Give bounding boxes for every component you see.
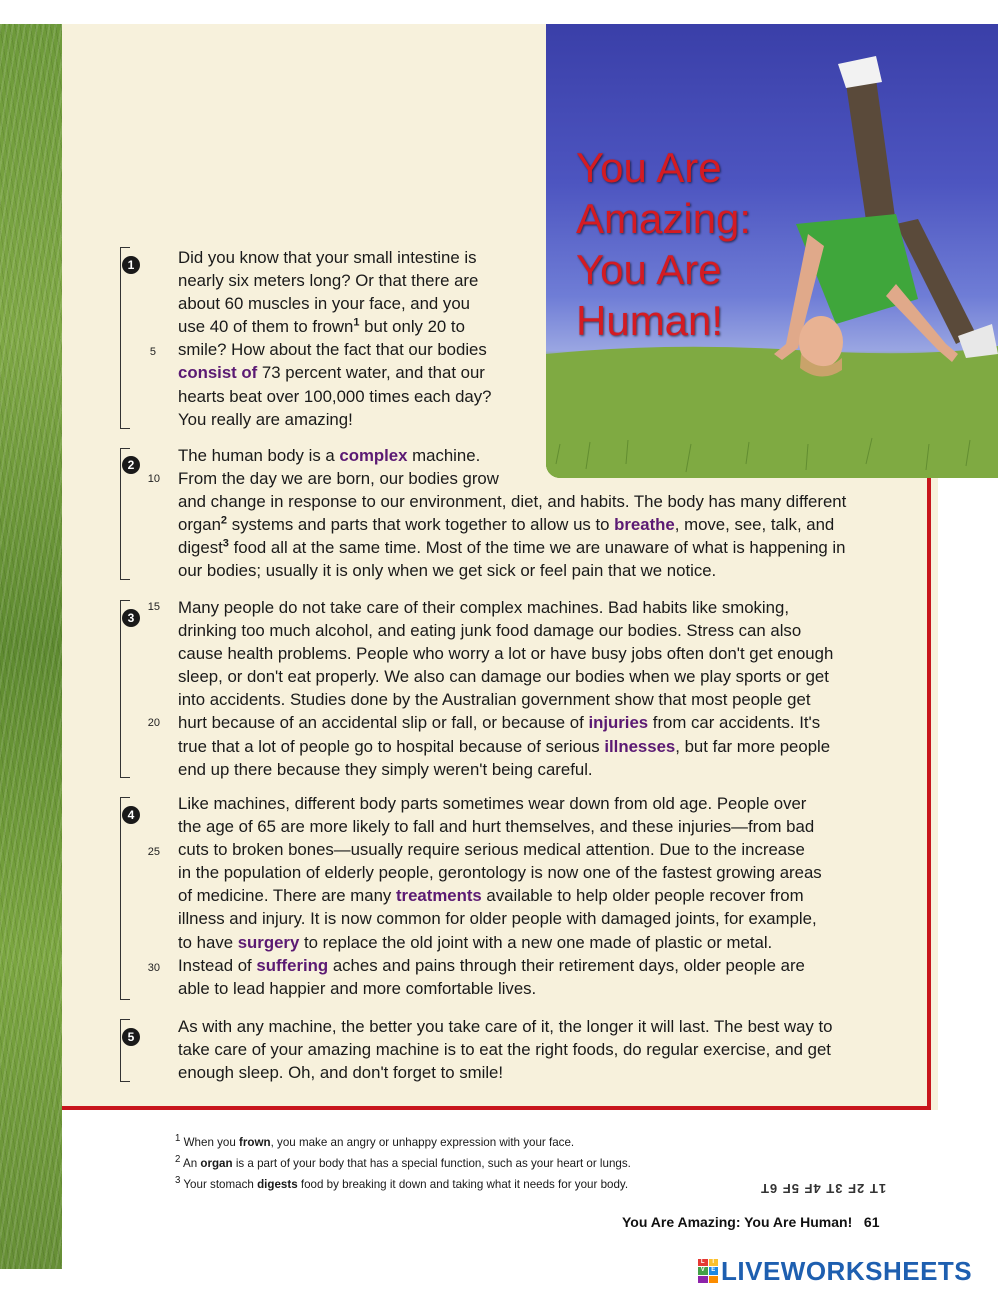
text-line: hurt because of an accidental slip or fall, or because of injuries from car accidents. It's bbox=[178, 713, 821, 733]
text-line: about 60 muscles in your face, and you bbox=[178, 294, 470, 314]
grass-border-strip bbox=[0, 24, 62, 1269]
text-line: use 40 of them to frown$^1$ but only 20 to bbox=[178, 316, 465, 337]
text-line: cause health problems. People who worry a lot or have busy jobs often don't get enough bbox=[178, 644, 834, 664]
text-line: into accidents. Studies done by the Australian government show that most people get bbox=[178, 690, 811, 710]
footnote-1: $^1$ When you frown, you make an angry or unhappy expression with your face. bbox=[175, 1133, 575, 1149]
keyword: surgery bbox=[237, 932, 300, 952]
keyword: breathe bbox=[614, 515, 675, 535]
text-line: of medicine. There are many treatments available to help older people recover from bbox=[178, 886, 804, 906]
text-line: take care of your amazing machine is to eat the right foods, do regular exercise, and get bbox=[178, 1040, 831, 1060]
liveworksheets-logo[interactable] bbox=[698, 1256, 972, 1286]
footnotes bbox=[175, 1130, 631, 1193]
keyword: suffering bbox=[256, 955, 329, 975]
text-line: organ$^2$ systems and parts that work together to allow us to breathe, move, see, talk, and bbox=[178, 514, 835, 535]
paragraph-number-3: 3 bbox=[122, 609, 140, 627]
keyword: complex bbox=[339, 446, 408, 465]
text-line: sleep, or don't eat properly. We also can damage our bodies when we play sports or get bbox=[178, 667, 829, 687]
paragraph-4 bbox=[178, 792, 822, 1000]
text-line: Like machines, different body parts sometimes wear down from old age. People over bbox=[178, 794, 807, 813]
paragraph-bracket-3 bbox=[120, 600, 130, 778]
line-number: 5 bbox=[149, 346, 156, 358]
paragraph-number-4: 4 bbox=[122, 806, 140, 824]
text-line: nearly six meters long? Or that there are bbox=[178, 271, 479, 291]
keyword: consist of bbox=[178, 363, 258, 383]
line-number: 15 bbox=[147, 601, 160, 613]
text-line: You really are amazing! bbox=[178, 409, 353, 429]
keyword: injuries bbox=[588, 713, 649, 733]
paragraph-5 bbox=[178, 1015, 833, 1084]
paragraph-number-5: 5 bbox=[122, 1028, 140, 1046]
text-line: From the day we are born, our bodies grow bbox=[178, 469, 499, 489]
text-line: As with any machine, the better you take care of it, the longer it will last. The best way to bbox=[178, 1017, 833, 1036]
text-line: to have surgery to replace the old joint with a new one made of plastic or metal. bbox=[178, 932, 773, 952]
text-line: our bodies; usually it is only when we get sick or feel pain that we notice. bbox=[178, 561, 717, 581]
footnote-2: $^2$ An organ is a part of your body that has a special function, such as your heart or lungs. bbox=[175, 1153, 631, 1170]
line-number: 10 bbox=[147, 473, 160, 485]
paragraph-bracket-5 bbox=[120, 1019, 130, 1082]
liveworksheets-wordmark: LIVEWORKSHEETS bbox=[721, 1255, 973, 1286]
text-line: consist of 73 percent water, and that our bbox=[178, 363, 485, 383]
keyword: treatments bbox=[395, 886, 482, 906]
text-line: digest$^3$ food all at the same time. Most of the time we are unaware of what is happening in bbox=[178, 537, 846, 558]
text-line: hearts beat over 100,000 times each day? bbox=[178, 386, 492, 406]
page-footer: You Are Amazing: You Are Human! 61 bbox=[622, 1214, 880, 1230]
text-line: smile? How about the fact that our bodies bbox=[178, 340, 487, 360]
text-line: Instead of suffering aches and pains through their retirement days, older people are bbox=[178, 955, 805, 975]
text-line: illness and injury. It is now common for older people with damaged joints, for example, bbox=[178, 909, 817, 929]
footnote-3: $^3$ Your stomach digests food by breaking it down and taking what it needs for your body. bbox=[175, 1174, 629, 1191]
line-number: 20 bbox=[147, 717, 160, 729]
paragraph-bracket-1 bbox=[120, 247, 130, 429]
footnote-ref: 3 bbox=[222, 537, 229, 550]
line-number: 30 bbox=[147, 962, 160, 974]
footnote-ref: 1 bbox=[353, 316, 360, 329]
text-line: drinking too much alcohol, and eating junk food damage our bodies. Stress can also bbox=[178, 621, 802, 641]
text-line: able to lead happier and more comfortable lives. bbox=[178, 978, 537, 998]
keyword: illnesses bbox=[604, 736, 676, 756]
text-line: Did you know that your small intestine is bbox=[178, 248, 477, 267]
text-line: end up there because they simply weren't being careful. bbox=[178, 759, 593, 779]
paragraph-2 bbox=[178, 444, 846, 583]
text-line: cuts to broken bones—usually require serious medical attention. Due to the increase bbox=[178, 840, 805, 860]
text-line: The human body is a complex machine. bbox=[178, 446, 481, 465]
text-line: true that a lot of people go to hospital because of serious illnesses, but far more people bbox=[178, 736, 831, 756]
footnote-ref: 2 bbox=[220, 514, 228, 527]
upside-down-answer-key: 1T 2F 3T 4F 5F 6T bbox=[760, 1181, 887, 1196]
text-line: Many people do not take care of their complex machines. Bad habits like smoking, bbox=[178, 598, 789, 617]
line-number: 25 bbox=[147, 846, 160, 858]
cartwheel-photo bbox=[546, 24, 998, 478]
paragraph-number-1: 1 bbox=[122, 256, 140, 274]
paragraph-bracket-2 bbox=[120, 448, 130, 580]
text-line: the age of 65 are more likely to fall and hurt themselves, and these injuries—from bad bbox=[178, 817, 815, 837]
text-line: and change in response to our environment, diet, and habits. The body has many different bbox=[178, 492, 847, 512]
paragraph-bracket-4 bbox=[120, 797, 130, 1000]
paragraph-3 bbox=[178, 596, 833, 781]
paragraph-number-2: 2 bbox=[122, 456, 140, 474]
article-title: You Are Amazing: You Are Human! bbox=[576, 144, 752, 344]
text-line: in the population of elderly people, gerontology is now one of the fastest growing areas bbox=[178, 863, 822, 883]
paragraph-1 bbox=[178, 246, 491, 431]
text-line: enough sleep. Oh, and don't forget to smile! bbox=[178, 1063, 504, 1083]
liveworksheets-icon: L I V E bbox=[698, 1259, 718, 1283]
